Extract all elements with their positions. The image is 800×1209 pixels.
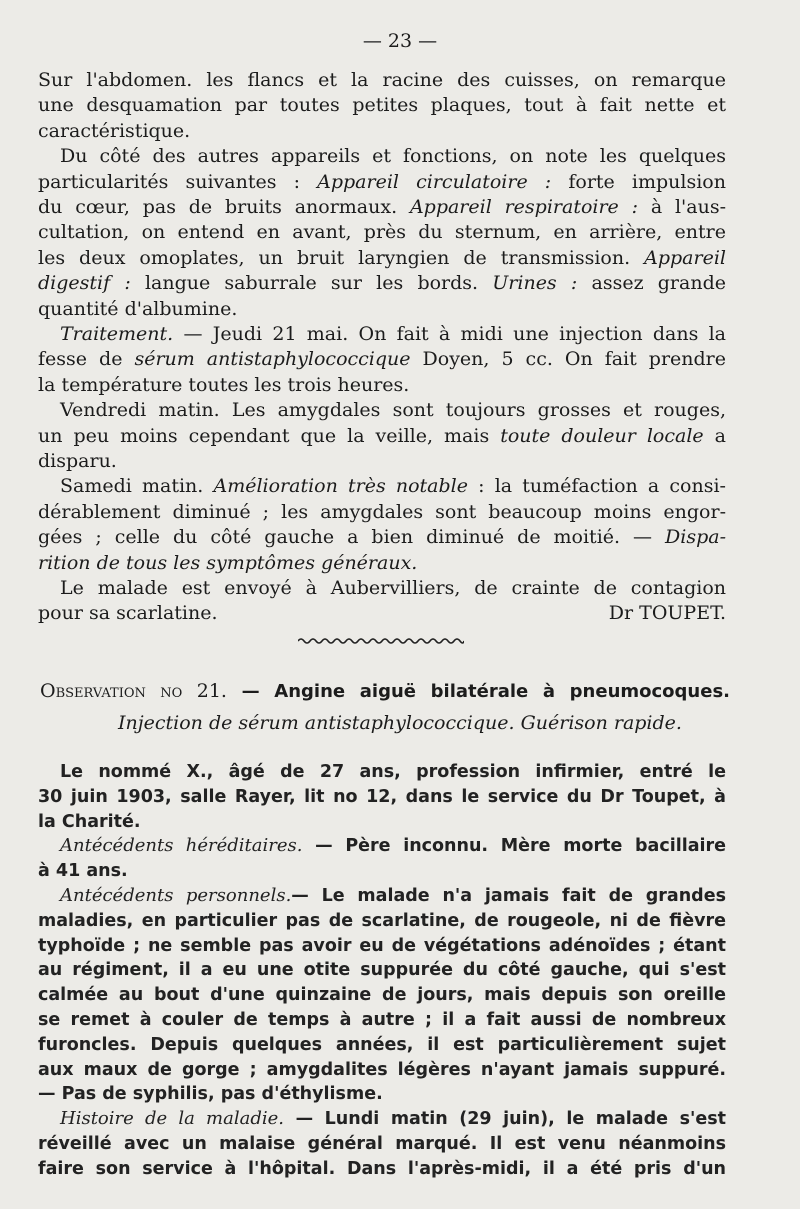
text-span: Le malade est envoyé à Aubervilliers, de crainte de contagion <box>60 577 726 599</box>
text-span: pour sa scarlatine. <box>38 602 218 625</box>
text-span: un peu moins cependant que la veille, mais <box>38 424 501 447</box>
text-line <box>38 93 726 117</box>
text-line <box>38 983 726 1007</box>
text-span: toute douleur locale <box>500 424 704 447</box>
text-span: Doyen, 5 cc. On fait prendre <box>410 348 726 371</box>
text-span: aux maux de gorge ; amygdalites légères n'ayant jamais suppuré. <box>38 1059 726 1080</box>
text-line <box>38 1058 726 1082</box>
text-span: Appareil <box>644 246 726 269</box>
text-span: rition de tous les symptômes généraux. <box>38 551 418 574</box>
text-line <box>38 297 726 321</box>
text-span: furoncles. Depuis quelques années, il est particulièrement sujet <box>38 1034 726 1055</box>
text-line <box>38 398 726 422</box>
text-span: à 41 ans. <box>38 861 128 882</box>
text-span: Appareil circulatoire : <box>317 170 552 193</box>
text-span: dérablement diminué ; les amygdales sont beaucoup moins engor- <box>38 500 726 523</box>
text-line <box>38 144 726 168</box>
text-span: Appareil respiratoire : <box>409 196 639 218</box>
text-span: langue saburrale sur les bords. <box>130 272 493 295</box>
text-span: Histoire de la maladie. <box>60 1108 284 1130</box>
text-span: la Charité. <box>38 811 141 832</box>
text-line <box>38 1033 726 1057</box>
text-span: caractéristique. <box>38 119 191 142</box>
text-span: du cœur, pas de bruits anormaux. <box>38 196 410 218</box>
text-line <box>38 810 726 834</box>
text-line <box>38 551 726 575</box>
decorative-wavy-rule <box>298 637 464 645</box>
text-span: au régiment, il a eu une otite suppurée du côté gauche, qui s'est <box>38 960 726 981</box>
text-line <box>38 195 726 219</box>
text-span: — Le malade n'a jamais fait de grandes <box>291 886 726 906</box>
text-line <box>38 449 726 473</box>
text-span: à l'aus- <box>638 196 726 218</box>
text-span: Urines : <box>492 272 578 295</box>
text-line <box>38 859 726 883</box>
text-span: réveillé avec un malaise général marqué. Il est venu néanmoins <box>38 1134 726 1154</box>
text-span: — Lundi matin (29 juin), le malade s'est <box>284 1109 727 1130</box>
text-span: Dispa- <box>665 526 726 549</box>
text-line <box>38 785 726 809</box>
text-line <box>38 760 726 784</box>
text-line <box>38 373 726 397</box>
text-span: sérum antistaphylococcique <box>134 348 411 371</box>
signature: Dr TOUPET. <box>608 602 726 625</box>
observation-title: — Angine aiguë bilatérale à pneumocoques. <box>226 681 731 702</box>
text-span: 30 juin 1903, salle Rayer, lit no 12, dans le service du Dr Toupet, à <box>38 786 726 807</box>
text-span: les deux omoplates, un bruit laryngien de transmission. <box>38 246 645 269</box>
text-span: la température toutes les trois heures. <box>38 373 410 396</box>
text-line <box>38 119 726 143</box>
text-span: Amélioration très notable <box>213 475 468 498</box>
text-span: calmée au bout d'une quinzaine de jours, mais depuis son oreille <box>38 985 726 1006</box>
text-line <box>38 958 726 982</box>
text-line <box>38 170 726 194</box>
page-number: — 23 — <box>362 30 438 52</box>
text-line <box>38 347 726 371</box>
text-line <box>38 884 726 908</box>
text-span: assez grande <box>577 272 726 295</box>
observation-subtitle: Injection de sérum antistaphylococcique. Guérison rapide. <box>118 712 682 734</box>
text-line <box>38 525 726 549</box>
text-span: fesse de <box>38 348 135 371</box>
text-line <box>38 601 726 625</box>
text-line <box>38 500 726 524</box>
text-span: une desquamation par toutes petites plaques, tout à fait nette et <box>38 94 726 117</box>
text-span: Antécédents héréditaires. <box>60 835 303 857</box>
text-span: faire son service à l'hôpital. Dans l'après-midi, il a été pris d'un <box>38 1158 726 1179</box>
text-line <box>38 68 726 92</box>
text-span: maladies, en particulier pas de scarlatine, de rougeole, ni de fièvre <box>38 910 726 931</box>
text-line <box>38 934 726 958</box>
text-span: gées ; celle du côté gauche a bien diminué de moitié. — <box>38 526 666 549</box>
text-span: cultation, on entend en avant, près du sternum, en arrière, entre <box>38 221 726 244</box>
text-line <box>38 834 726 858</box>
text-span: Sur l'abdomen. les flancs et la racine des cuisses, on remarque <box>38 69 726 91</box>
text-line <box>38 1132 726 1156</box>
text-line <box>38 474 726 498</box>
text-span: — Pas de syphilis, pas d'éthylisme. <box>38 1084 383 1105</box>
text-span: — Jeudi 21 mai. On fait à midi une injection dans la <box>173 323 726 345</box>
text-span: disparu. <box>38 450 117 472</box>
text-line <box>38 909 726 933</box>
text-span: quantité d'albumine. <box>38 297 238 320</box>
text-line <box>38 1082 726 1106</box>
observation-heading <box>40 680 730 702</box>
text-line <box>38 576 726 600</box>
text-span: forte impulsion <box>551 170 726 193</box>
text-span: — Père inconnu. Mère morte bacillaire <box>302 836 727 857</box>
text-span: Le nommé X., âgé de 27 ans, profession infirmier, entré le <box>60 762 726 782</box>
text-span: : la tuméfaction a consi- <box>468 475 726 498</box>
text-line <box>38 271 726 295</box>
text-span: typhoïde ; ne semble pas avoir eu de végétations adénoïdes ; étant <box>38 935 726 956</box>
text-line <box>38 322 726 346</box>
text-span: Du côté des autres appareils et fonctions, on note les quelques <box>60 145 726 168</box>
text-span: Antécédents personnels. <box>60 885 292 906</box>
text-span: Samedi matin. <box>60 475 214 498</box>
text-span: se remet à couler de temps à autre ; il a fait aussi de nombreux <box>38 1010 726 1030</box>
text-span: particularités suivantes : <box>38 170 318 193</box>
text-line <box>38 1107 726 1131</box>
text-line <box>38 246 726 270</box>
text-span: a <box>703 424 726 447</box>
text-span: Traitement. <box>60 323 174 345</box>
text-line <box>38 424 726 448</box>
text-line <box>38 1008 726 1032</box>
observation-label: Observation no 21. <box>40 680 227 702</box>
text-span: Vendredi matin. Les amygdales sont toujours grosses et rouges, <box>60 399 726 422</box>
text-line <box>38 220 726 244</box>
text-span: digestif : <box>38 272 131 295</box>
text-line <box>38 1157 726 1181</box>
